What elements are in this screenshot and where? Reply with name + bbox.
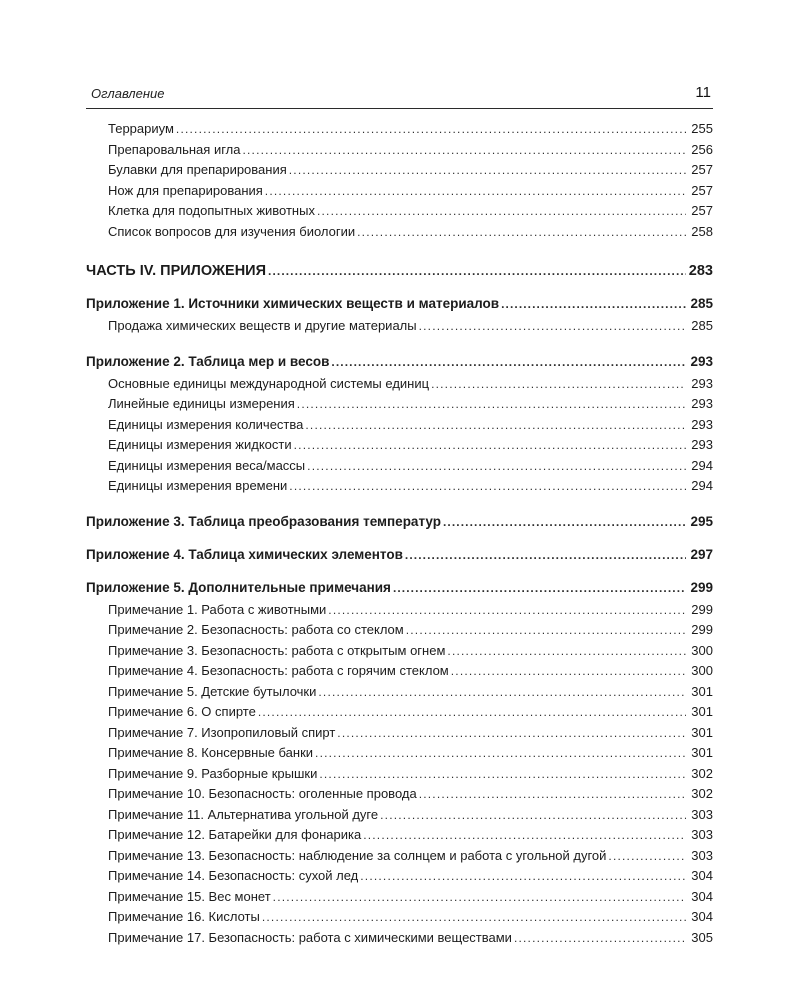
toc-entry [86, 641, 713, 662]
toc-entry-page-number: 293 [691, 396, 713, 411]
dot-leader [242, 142, 686, 158]
dot-leader [176, 121, 686, 137]
toc-entry [86, 415, 713, 436]
toc-entry [86, 723, 713, 744]
toc-entry-label: Примечание 13. Безопасность: наблюдение за солнцем и работа с угольной дугой [108, 847, 607, 863]
dot-leader [268, 263, 686, 279]
dot-leader [318, 684, 686, 700]
toc-entry-label: Единицы измерения времени [108, 478, 288, 493]
toc-entry-page-number: 301 [691, 683, 713, 699]
toc-entry-label: Примечание 1. Работа с животными [108, 601, 327, 617]
toc-entry-page-number: 303 [691, 827, 713, 842]
toc-heading-entry [86, 580, 713, 596]
toc-entry [86, 887, 713, 908]
toc-heading-entry [86, 547, 713, 563]
toc-entry-label: Нож для препарирования [108, 182, 263, 198]
toc-entry [86, 805, 713, 826]
toc-entry [86, 784, 713, 805]
toc-entry-page-number: 304 [691, 868, 713, 883]
toc-entry [86, 866, 713, 887]
dot-leader [317, 203, 686, 219]
toc-heading-entry [86, 514, 713, 530]
toc-entry-page-number: 293 [691, 375, 713, 391]
toc-entry-page-number: 285 [691, 318, 713, 333]
dot-leader [328, 602, 686, 618]
toc-entry-label: Препаровальная игла [108, 141, 241, 157]
toc-entry-page-number: 255 [691, 121, 713, 136]
toc-entry-page-number: 299 [691, 622, 713, 637]
toc-entry-label: Приложение 1. Источники химических веществ и материалов [86, 296, 500, 311]
toc-entry [86, 764, 713, 785]
dot-leader [315, 745, 686, 761]
toc-entry [86, 825, 713, 846]
toc-entry-page-number: 303 [691, 806, 713, 822]
dot-leader [514, 930, 686, 946]
toc-entry [86, 435, 713, 456]
toc-entry-label: Список вопросов для изучения биологии [108, 223, 356, 239]
toc-entry-label: Примечание 2. Безопасность: работа со стеклом [108, 622, 404, 637]
toc-entry-label: Примечание 11. Альтернатива угольной дуге [108, 806, 379, 822]
dot-leader [443, 514, 686, 530]
dot-leader [360, 868, 686, 884]
toc-entry-page-number: 305 [691, 929, 713, 945]
toc-entry [86, 661, 713, 682]
dot-leader [265, 183, 686, 199]
dot-leader [608, 848, 686, 864]
toc-entry-page-number: 304 [691, 888, 713, 904]
header-page-number: 11 [695, 84, 711, 101]
toc-entry [86, 907, 713, 928]
toc-entry-page-number: 299 [691, 601, 713, 617]
toc-entry [86, 394, 713, 415]
toc-entry-page-number: 302 [691, 786, 713, 801]
dot-leader [273, 889, 686, 905]
header-section-title: Оглавление [91, 86, 165, 101]
toc-entry-label: Приложение 3. Таблица преобразования температур [86, 513, 441, 529]
toc-entry-page-number: 301 [691, 724, 713, 740]
toc-entry-label: Приложение 4. Таблица химических элементов [86, 546, 403, 562]
toc-entry-page-number: 258 [691, 223, 713, 239]
dot-leader [406, 622, 686, 638]
toc-heading-entry [86, 263, 713, 279]
toc-list [86, 109, 713, 948]
dot-leader [380, 807, 686, 823]
toc-entry-page-number: 295 [690, 513, 713, 529]
dot-leader [297, 396, 686, 412]
toc-entry [86, 374, 713, 395]
dot-leader [289, 478, 686, 494]
toc-entry [86, 702, 713, 723]
running-header [86, 84, 713, 109]
toc-entry [86, 743, 713, 764]
toc-entry [86, 140, 713, 161]
toc-entry-page-number: 304 [691, 909, 713, 924]
toc-entry-label: Примечание 15. Вес монет [108, 888, 271, 904]
dot-leader [405, 547, 686, 563]
dot-leader [419, 786, 686, 802]
toc-entry-page-number: 297 [690, 546, 713, 562]
dot-leader [451, 663, 686, 679]
toc-heading-entry [86, 296, 713, 312]
toc-entry [86, 600, 713, 621]
toc-entry-page-number: 301 [691, 745, 713, 760]
page-content [86, 84, 713, 948]
toc-entry-label: Единицы измерения количества [108, 416, 304, 432]
dot-leader [262, 909, 686, 925]
toc-entry-page-number: 283 [688, 263, 713, 279]
dot-leader [294, 437, 686, 453]
toc-entry-label: Линейные единицы измерения [108, 396, 295, 411]
toc-entry-label: Примечание 5. Детские бутылочки [108, 683, 317, 699]
toc-entry-page-number: 293 [691, 437, 713, 452]
dot-leader [357, 224, 686, 240]
dot-leader [289, 162, 686, 178]
toc-entry-label: Примечание 4. Безопасность: работа с горячим стеклом [108, 663, 449, 678]
toc-entry [86, 316, 713, 337]
toc-entry [86, 846, 713, 867]
toc-entry-label: Примечание 16. Кислоты [108, 909, 260, 924]
dot-leader [431, 376, 686, 392]
toc-entry [86, 119, 713, 140]
toc-entry-page-number: 301 [691, 704, 713, 719]
dot-leader [331, 354, 686, 370]
toc-entry [86, 222, 713, 243]
toc-entry-label: Продажа химических веществ и другие материалы [108, 318, 417, 333]
toc-entry [86, 620, 713, 641]
toc-entry-label: Примечание 14. Безопасность: сухой лед [108, 868, 359, 883]
toc-entry-label: Примечание 10. Безопасность: оголенные провода [108, 786, 417, 801]
toc-entry-label: Приложение 2. Таблица мер и весов [86, 353, 330, 369]
toc-entry-page-number: 285 [690, 296, 713, 311]
toc-entry [86, 160, 713, 181]
toc-entry-label: Примечание 8. Консервные банки [108, 745, 314, 760]
toc-entry-page-number: 300 [691, 642, 713, 658]
dot-leader [393, 580, 686, 596]
dot-leader [258, 704, 686, 720]
dot-leader [419, 318, 686, 334]
toc-entry-page-number: 293 [690, 353, 713, 369]
toc-entry-label: Булавки для препарирования [108, 162, 287, 177]
toc-entry-page-number: 302 [691, 765, 713, 781]
toc-entry-label: Примечание 3. Безопасность: работа с открытым огнем [108, 642, 446, 658]
toc-entry [86, 201, 713, 222]
toc-entry-label: Клетка для подопытных животных [108, 203, 315, 218]
toc-entry-page-number: 299 [690, 579, 713, 595]
toc-entry-label: Примечание 7. Изопропиловый спирт [108, 724, 336, 740]
toc-entry-page-number: 303 [691, 847, 713, 863]
toc-entry [86, 928, 713, 949]
toc-entry-label: Основные единицы международной системы единиц [108, 375, 430, 391]
dot-leader [501, 296, 686, 312]
toc-entry-page-number: 257 [691, 203, 713, 218]
toc-entry-label: ЧАСТЬ IV. ПРИЛОЖЕНИЯ [86, 263, 267, 279]
toc-entry-page-number: 294 [691, 478, 713, 493]
toc-entry-label: Примечание 17. Безопасность: работа с химическими веществами [108, 929, 512, 945]
toc-entry-label: Террариум [108, 121, 174, 136]
dot-leader [363, 827, 686, 843]
dot-leader [305, 417, 686, 433]
toc-entry [86, 682, 713, 703]
toc-entry-label: Примечание 12. Батарейки для фонарика [108, 827, 362, 842]
dot-leader [319, 766, 686, 782]
toc-entry-page-number: 293 [691, 416, 713, 432]
dot-leader [337, 725, 686, 741]
dot-leader [447, 643, 686, 659]
toc-entry-label: Примечание 9. Разборные крышки [108, 765, 318, 781]
toc-entry-label: Единицы измерения жидкости [108, 437, 292, 452]
toc-entry [86, 456, 713, 477]
dot-leader [307, 458, 686, 474]
toc-entry-page-number: 257 [691, 162, 713, 177]
toc-entry-label: Единицы измерения веса/массы [108, 457, 306, 473]
toc-heading-entry [86, 354, 713, 370]
toc-entry-page-number: 300 [691, 663, 713, 678]
toc-entry-label: Примечание 6. О спирте [108, 704, 256, 719]
toc-entry-page-number: 256 [691, 141, 713, 157]
toc-entry-page-number: 257 [691, 182, 713, 198]
toc-entry [86, 476, 713, 497]
toc-entry [86, 181, 713, 202]
toc-entry-label: Приложение 5. Дополнительные примечания [86, 579, 391, 595]
toc-entry-page-number: 294 [691, 457, 713, 473]
